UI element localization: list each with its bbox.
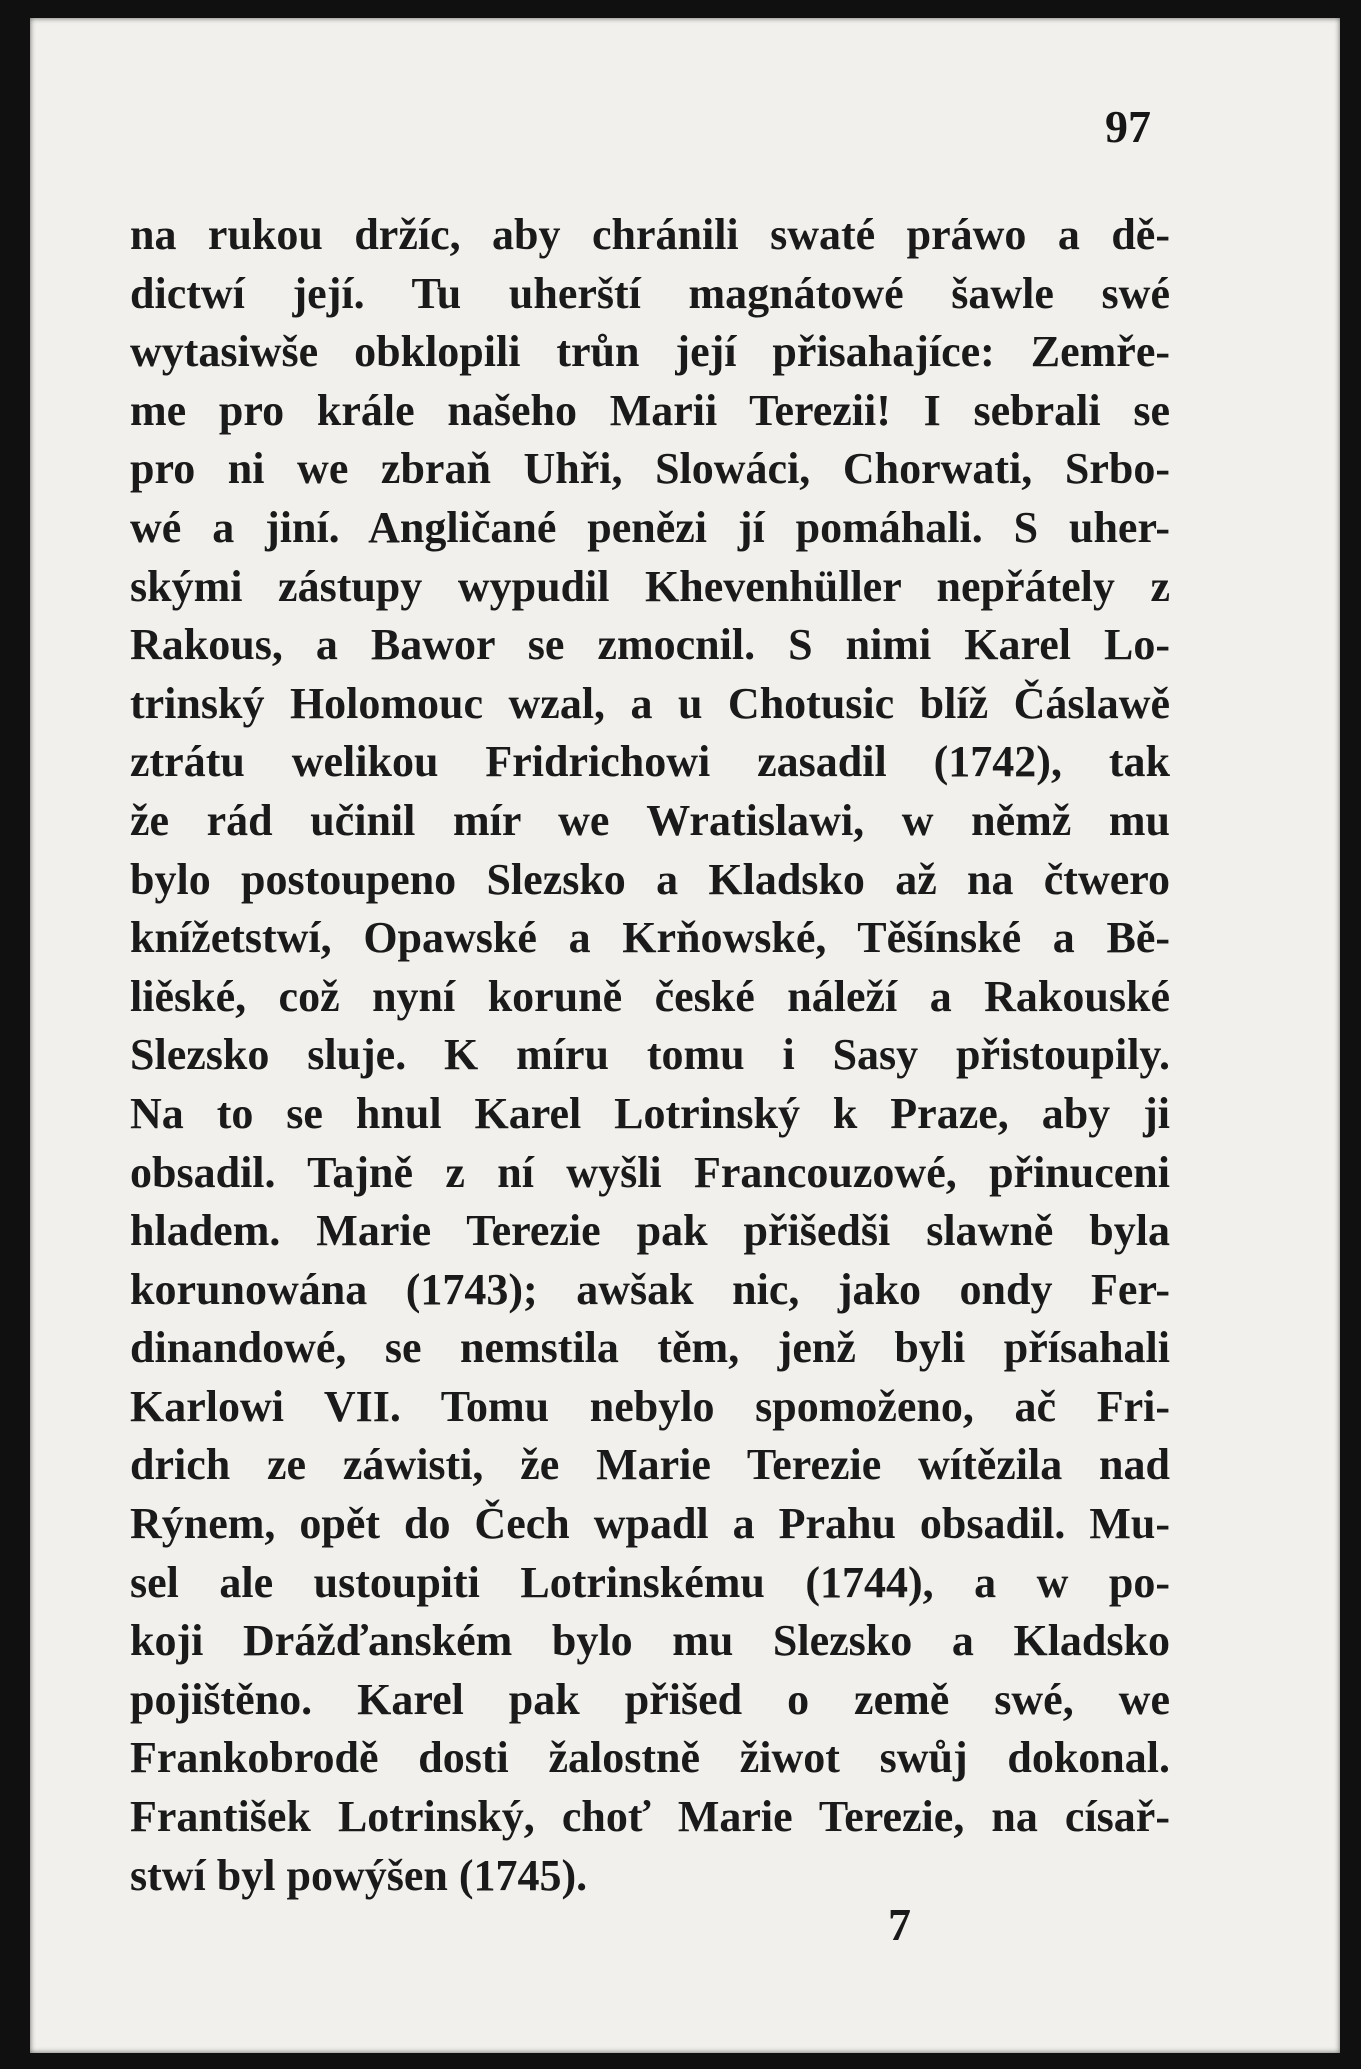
text-line: že rád učinil mír we Wratislawi, w němž mu [130,795,1170,845]
text-line: wytasiwše obklopili trůn její přisahajíce: Zemře- [130,327,1170,377]
page-number: 97 [1105,101,1151,152]
text-line: Slezsko sluje. K míru tomu i Sasy přistoupily. [130,1030,1170,1080]
text-line: dinandowé, se nemstila těm, jenž byli přísahali [130,1323,1170,1373]
body-text [130,206,1170,1905]
text-line: František Lotrinský, choť Marie Terezie, na císař- [130,1792,1170,1842]
text-line: pro ni we zbraň Uhři, Slowáci, Chorwati, Srbo- [130,444,1170,494]
text-line: na rukou držíc, aby chránili swaté práwo a dě- [130,210,1170,259]
text-line: Na to se hnul Karel Lotrinský k Praze, aby ji [130,1088,1170,1138]
text-line: liěské, což nyní koruně české náleží a Rakouské [130,971,1170,1021]
text-line: hladem. Marie Terezie pak přišedši slawně byla [130,1206,1170,1256]
text-line: Karlowi VII. Tomu nebylo spomoženo, ač Fri- [130,1381,1170,1431]
text-line: stwí byl powýšen (1745). [130,1850,588,1900]
text-line: drich ze záwisti, že Marie Terezie wítězila nad [130,1440,1170,1490]
text-line: obsadil. Tajně z ní wyšli Francouzowé, přinuceni [130,1147,1170,1197]
text-line: trinský Holomouc wzal, a u Chotusic blíž Čáslawě [130,678,1170,728]
text-line: dictwí její. Tu uherští magnátowé šawle swé [130,268,1170,318]
text-line: Rýnem, opět do Čech wpadl a Prahu obsadil. Mu- [130,1499,1170,1549]
text-line: wé a jiní. Angličané penězi jí pomáhali. S uher- [130,502,1170,552]
text-line: koji Drážďanském bylo mu Slezsko a Kladsko [130,1616,1170,1666]
signature-mark: 7 [888,1899,911,1950]
text-line: korunowána (1743); awšak nic, jako ondy Fer- [130,1264,1170,1314]
text-line: me pro krále našeho Marii Terezii! I sebrali se [130,385,1170,435]
text-line: pojištěno. Karel pak přišed o země swé, we [130,1674,1170,1724]
text-line: ztrátu welikou Fridrichowi zasadil (1742), tak [130,737,1170,787]
book-page [30,18,1340,2053]
text-line: Frankobrodě dosti žalostně žiwot swůj dokonal. [130,1733,1170,1783]
text-line: skými zástupy wypudil Khevenhüller nepřátely z [130,561,1170,611]
text-line: knížetstwí, Opawské a Krňowské, Těšínské a Bě- [130,913,1170,963]
text-line: bylo postoupeno Slezsko a Kladsko až na čtwero [130,854,1170,904]
text-line: sel ale ustoupiti Lotrinskému (1744), a w po- [130,1557,1170,1607]
text-line: Rakous, a Bawor se zmocnil. S nimi Karel Lo- [130,620,1170,670]
